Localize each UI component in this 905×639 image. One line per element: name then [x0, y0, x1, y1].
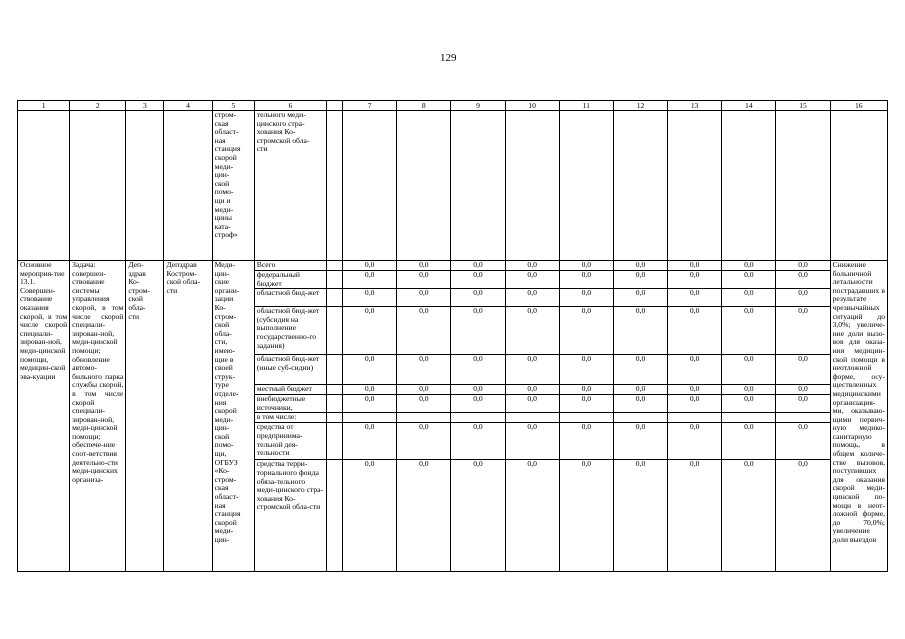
cell-source-continued: тельного меди- цинского стра- хования Ко- стромской обла- сти — [254, 111, 326, 261]
blank-cell — [327, 289, 343, 307]
value-cell: 0,0 — [722, 289, 776, 307]
value-cell: 0,0 — [722, 460, 776, 572]
value-cell: 0,0 — [505, 261, 559, 271]
funding-source: областной бюд-жет (субсидия на выполнение государственно-го задания) — [254, 307, 326, 355]
column-header: 3 — [126, 101, 164, 111]
value-cell: 0,0 — [505, 307, 559, 355]
value-cell: 0,0 — [668, 395, 722, 413]
value-cell — [722, 413, 776, 423]
value-cell: 0,0 — [559, 395, 613, 413]
column-header: 14 — [722, 101, 776, 111]
value-cell: 0,0 — [722, 307, 776, 355]
value-cell: 0,0 — [343, 289, 397, 307]
blank-cell — [327, 307, 343, 355]
column-header: 9 — [451, 101, 505, 111]
value-cell: 0,0 — [343, 261, 397, 271]
value-cell: 0,0 — [451, 460, 505, 572]
value-cell: 0,0 — [451, 261, 505, 271]
blank-cell — [327, 261, 343, 271]
value-cell: 0,0 — [668, 460, 722, 572]
column-header: 13 — [668, 101, 722, 111]
value-cell: 0,0 — [505, 385, 559, 395]
value-cell: 0,0 — [397, 423, 451, 460]
participants: Меди- цин- ские органи- зации Ко- стром- ской обла- сти, имею- щие в своей струк- туре отделе- ния скорой меди- цин- ской помо- щи, ОГБУЗ «Ко- стром- ская област- ная станция скорой меди- цин- — [212, 261, 254, 572]
value-cell: 0,0 — [722, 385, 776, 395]
value-cell — [451, 413, 505, 423]
value-cell: 0,0 — [559, 261, 613, 271]
responsible-executor: Деп- здрав Ко- стром- ской обла- сти — [126, 261, 164, 572]
header-row — [18, 101, 888, 111]
cell-col8 — [397, 111, 451, 261]
funding-source: в том числе: — [254, 413, 326, 423]
page-number: 129 — [440, 52, 457, 64]
cell-col14 — [722, 111, 776, 261]
value-cell: 0,0 — [613, 385, 667, 395]
value-cell: 0,0 — [559, 385, 613, 395]
value-cell: 0,0 — [451, 271, 505, 289]
cell-col13 — [668, 111, 722, 261]
cell-executor-continued: стром- ская област- ная станция скорой меди- цин- ской помо- щи и меди- цины ката- строф» — [212, 111, 254, 261]
blank-cell — [327, 395, 343, 413]
funding-source: средства терри-ториального фонда обяза-тельного меди-цинского стра-хования Ко-стромской обла-сти — [254, 460, 326, 572]
value-cell — [776, 413, 830, 423]
value-cell: 0,0 — [451, 423, 505, 460]
value-cell: 0,0 — [505, 271, 559, 289]
value-cell: 0,0 — [343, 460, 397, 572]
value-cell: 0,0 — [505, 423, 559, 460]
column-header: 15 — [776, 101, 830, 111]
column-header: 8 — [397, 101, 451, 111]
column-header: 1 — [18, 101, 70, 111]
value-cell: 0,0 — [505, 355, 559, 385]
blank-cell — [327, 423, 343, 460]
value-cell: 0,0 — [451, 289, 505, 307]
value-cell: 0,0 — [559, 355, 613, 385]
value-cell: 0,0 — [613, 307, 667, 355]
value-cell: 0,0 — [613, 271, 667, 289]
funding-source: внебюджетные источники, — [254, 395, 326, 413]
value-cell — [343, 413, 397, 423]
value-cell: 0,0 — [668, 385, 722, 395]
cell-col16 — [830, 111, 887, 261]
column-header: 10 — [505, 101, 559, 111]
column-header: 16 — [830, 101, 887, 111]
expected-result: Снижение больничной летальности пострадавших в результате чрезвычайных ситуаций до 3,0%; увеличе-ние доли вызо-вов для оказа-ния медицин-ской помощи в неотложной форме, осу-ществленных медицинскими организация-ми, оказываю-щими первич-ную медико-санитарную помощь, в общем количе-стве вызовов, поступивших для оказания скорой меди-цинской по-мощи в неот-ложной форме, до 70,0%; увеличение доли выездов — [830, 261, 887, 572]
funding-source: местный бюджет — [254, 385, 326, 395]
value-cell: 0,0 — [776, 423, 830, 460]
value-cell: 0,0 — [668, 289, 722, 307]
value-cell: 0,0 — [343, 355, 397, 385]
cell-col11 — [559, 111, 613, 261]
funding-source: Всего — [254, 261, 326, 271]
column-header: 11 — [559, 101, 613, 111]
continuation-row — [18, 111, 888, 261]
cell-col-blank — [327, 111, 343, 261]
value-cell: 0,0 — [451, 395, 505, 413]
value-cell: 0,0 — [397, 307, 451, 355]
value-cell: 0,0 — [722, 423, 776, 460]
cell-col4 — [164, 111, 212, 261]
value-cell — [613, 413, 667, 423]
value-cell: 0,0 — [668, 261, 722, 271]
value-cell: 0,0 — [776, 261, 830, 271]
coexecutor: Депздрав Костром-ской обла-сти — [164, 261, 212, 572]
blank-cell — [327, 385, 343, 395]
value-cell: 0,0 — [613, 261, 667, 271]
value-cell: 0,0 — [559, 271, 613, 289]
blank-cell — [327, 355, 343, 385]
value-cell — [559, 413, 613, 423]
value-cell: 0,0 — [397, 271, 451, 289]
value-cell: 0,0 — [451, 385, 505, 395]
blank-cell — [327, 271, 343, 289]
funding-source: областной бюд-жет — [254, 289, 326, 307]
value-cell: 0,0 — [776, 385, 830, 395]
cell-col9 — [451, 111, 505, 261]
column-header: 6 — [254, 101, 326, 111]
program-table — [17, 100, 888, 572]
value-cell — [397, 413, 451, 423]
value-cell: 0,0 — [613, 423, 667, 460]
value-cell: 0,0 — [397, 460, 451, 572]
column-header: 7 — [343, 101, 397, 111]
value-cell: 0,0 — [613, 355, 667, 385]
cell-col1 — [18, 111, 70, 261]
value-cell: 0,0 — [505, 395, 559, 413]
value-cell: 0,0 — [505, 460, 559, 572]
funding-source: федеральный бюджет — [254, 271, 326, 289]
value-cell: 0,0 — [451, 307, 505, 355]
value-cell: 0,0 — [343, 423, 397, 460]
value-cell: 0,0 — [776, 395, 830, 413]
value-cell: 0,0 — [722, 395, 776, 413]
column-header — [327, 101, 343, 111]
value-cell: 0,0 — [722, 261, 776, 271]
value-cell: 0,0 — [505, 289, 559, 307]
blank-cell — [327, 460, 343, 572]
value-cell: 0,0 — [397, 385, 451, 395]
value-cell: 0,0 — [397, 395, 451, 413]
column-header: 5 — [212, 101, 254, 111]
value-cell: 0,0 — [668, 307, 722, 355]
column-header: 12 — [613, 101, 667, 111]
value-cell: 0,0 — [668, 423, 722, 460]
activity-task: Задача: совершен-ствование системы управления скорой, в том числе скорой специали-зирован-ной, меди-цинской помощи; обновление автомо-бильного парка службы скорой, в том числе скорой специали-зирован-ной, меди-цинской помощи; обеспече-ние соот-ветствия деятельно-сти меди-цинских организа- — [70, 261, 126, 572]
value-cell — [668, 413, 722, 423]
value-cell: 0,0 — [397, 261, 451, 271]
value-cell: 0,0 — [343, 385, 397, 395]
column-header: 2 — [70, 101, 126, 111]
activity-name: Основное мероприя-тие 13.1. Совершен-ствование оказания скорой, в том числе скорой специали-зирован-ной, меди-цинской помощи, медицин-ской эва-куации — [18, 261, 70, 572]
value-cell: 0,0 — [776, 355, 830, 385]
cell-col12 — [613, 111, 667, 261]
value-cell: 0,0 — [776, 307, 830, 355]
value-cell: 0,0 — [613, 289, 667, 307]
value-cell: 0,0 — [451, 355, 505, 385]
value-cell: 0,0 — [776, 460, 830, 572]
funding-source: областной бюд-жет (иные суб-сидии) — [254, 355, 326, 385]
cell-col10 — [505, 111, 559, 261]
cell-col3 — [126, 111, 164, 261]
value-cell: 0,0 — [613, 395, 667, 413]
value-cell: 0,0 — [776, 271, 830, 289]
blank-cell — [327, 413, 343, 423]
value-cell: 0,0 — [722, 355, 776, 385]
value-cell: 0,0 — [397, 289, 451, 307]
value-cell: 0,0 — [613, 460, 667, 572]
column-header: 4 — [164, 101, 212, 111]
value-cell: 0,0 — [343, 271, 397, 289]
value-cell: 0,0 — [343, 395, 397, 413]
value-cell: 0,0 — [559, 307, 613, 355]
value-cell: 0,0 — [668, 271, 722, 289]
value-cell: 0,0 — [722, 271, 776, 289]
value-cell — [505, 413, 559, 423]
value-cell: 0,0 — [343, 307, 397, 355]
value-cell: 0,0 — [559, 423, 613, 460]
cell-col15 — [776, 111, 830, 261]
cell-col7 — [343, 111, 397, 261]
value-cell: 0,0 — [559, 460, 613, 572]
table-body — [18, 101, 888, 572]
financing-row — [18, 261, 888, 271]
value-cell: 0,0 — [397, 355, 451, 385]
value-cell: 0,0 — [776, 289, 830, 307]
funding-source: средства от предпринима-тельной дея-тельности — [254, 423, 326, 460]
value-cell: 0,0 — [559, 289, 613, 307]
value-cell: 0,0 — [668, 355, 722, 385]
cell-col2 — [70, 111, 126, 261]
